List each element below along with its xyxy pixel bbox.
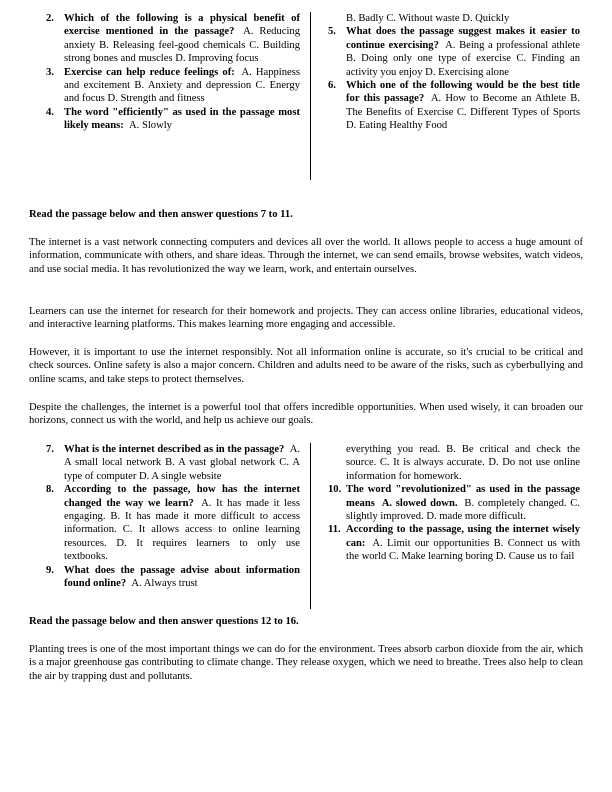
question-options: A. It has made it less engaging. B. It has made it more difficult to access information. C. It allows access to online learning resources. D. It requires learners to only use textbooks. bbox=[64, 497, 300, 563]
column-divider bbox=[310, 12, 311, 180]
passage-2-heading: Read the passage below and then answer questions 7 to 11. bbox=[29, 209, 293, 220]
question-options: A. Reducing anxiety B. Releasing feel-good chemicals C. Building strong bones and muscles D. Improving focus bbox=[64, 26, 300, 65]
question-number: 5. bbox=[328, 26, 336, 38]
question-11 bbox=[324, 523, 580, 563]
passage-3-heading: Read the passage below and then answer questions 12 to 16. bbox=[29, 616, 299, 627]
question-text: Which of the following is a physical benefit of exercise mentioned in the passage? bbox=[64, 13, 300, 38]
question-options: A. Limit our opportunities B. Connect us with the world C. Make learning boring D. Cause us to fail bbox=[346, 537, 580, 563]
column-divider bbox=[310, 443, 311, 609]
question-text: What does the passage advise about information found online? bbox=[64, 564, 300, 590]
question-text: The word "revolutionized" as used in the passage means bbox=[346, 484, 580, 509]
question-option-a: A. slowed down. bbox=[381, 497, 458, 509]
question-options: A. How to Become an Athlete B. The Benefits of Exercise C. Different Types of Sports D. Eating Healthy Food bbox=[346, 93, 580, 132]
question-8 bbox=[42, 483, 300, 563]
questions-2-6 bbox=[42, 12, 580, 180]
question-2 bbox=[42, 12, 300, 66]
question-10 bbox=[324, 483, 580, 523]
question-3 bbox=[42, 66, 300, 106]
passage-3-paragraph-1: Planting trees is one of the most important things we can do for the environment. Trees absorb carbon dioxide from the air, which is a major greenhouse gas contributing to climate change. They release oxygen, which we need to breathe. Trees also help to clean the air by trapping dust and pollutants. bbox=[29, 644, 583, 682]
question-options: A. Happiness and excitement B. Anxiety and depression C. Energy and focus D. Strength and fitness bbox=[64, 66, 300, 105]
question-number: 4. bbox=[46, 106, 54, 118]
question-options: A. Slowly bbox=[129, 120, 172, 132]
question-number: 11. bbox=[328, 524, 341, 536]
question-text: According to the passage, using the internet wisely can: bbox=[346, 524, 580, 549]
question-number: 2. bbox=[46, 13, 54, 24]
question-4-continuation: B. Badly C. Without waste D. Quickly bbox=[346, 13, 510, 24]
question-7 bbox=[42, 443, 300, 483]
question-text: The word "efficiently" as used in the passage most likely means: bbox=[64, 106, 300, 132]
question-text: What does the passage suggest makes it easier to continue exercising? bbox=[346, 26, 580, 51]
question-4 bbox=[42, 106, 300, 133]
passage-2-paragraph-1: The internet is a vast network connecting computers and devices all over the world. It allows people to access a huge amount of information, communicate with others, and share ideas. Through the internet, we can send emails, browse websites, watch videos, and use social media. It has revolutionized the way we learn, work, and entertain ourselves. bbox=[29, 237, 583, 275]
question-number: 3. bbox=[46, 66, 54, 78]
question-number: 10. bbox=[328, 484, 342, 496]
question-5 bbox=[324, 25, 580, 79]
question-number: 7. bbox=[46, 444, 54, 455]
question-text: What is the internet described as in the passage? bbox=[64, 444, 285, 455]
question-text: According to the passage, how has the internet changed the way we learn? bbox=[64, 484, 300, 509]
questions-7-11 bbox=[42, 443, 580, 609]
question-number: 6. bbox=[328, 80, 336, 92]
question-9-continuation: everything you read. B. Be critical and check the source. C. It is always accurate. D. Do not use online information for homework. bbox=[346, 444, 580, 482]
question-6 bbox=[324, 79, 580, 133]
passage-2-paragraph-4: Despite the challenges, the internet is a powerful tool that offers incredible opportunities. When used wisely, it can broaden our horizons, connect us with the world, and help us achieve our goals. bbox=[29, 402, 583, 427]
column-right bbox=[324, 443, 580, 564]
question-9 bbox=[42, 564, 300, 591]
question-number: 8. bbox=[46, 484, 54, 496]
question-options: A. A small local network B. A vast global network C. A type of computer D. A single website bbox=[64, 444, 300, 482]
passage-2-paragraph-2: Learners can use the internet for research for their homework and projects. They can access online libraries, educational videos, and interactive learning platforms. This makes learning more engaging and accessible. bbox=[29, 306, 583, 331]
question-options: A. Always trust bbox=[131, 578, 198, 590]
passage-2-paragraph-3: However, it is important to use the internet responsibly. Not all information online is accurate, so it's crucial to be critical and check sources. Online safety is also a major concern. Children and adults need to be aware of the risks, such as cyberbullying and online scams, and take steps to protect themselves. bbox=[29, 347, 583, 385]
column-right bbox=[324, 12, 580, 133]
question-number: 9. bbox=[46, 564, 54, 576]
question-text: Exercise can help reduce feelings of: bbox=[64, 66, 235, 78]
column-left bbox=[42, 12, 300, 133]
question-options: B. completely changed. C. slightly improved. D. made more difficult. bbox=[346, 497, 580, 523]
question-options: A. Being a professional athlete B. Doing only one type of exercise C. Finding an activity you enjoy D. Exercising alone bbox=[346, 39, 580, 78]
question-text: Which one of the following would be the best title for this passage? bbox=[346, 80, 580, 105]
column-left bbox=[42, 443, 300, 590]
